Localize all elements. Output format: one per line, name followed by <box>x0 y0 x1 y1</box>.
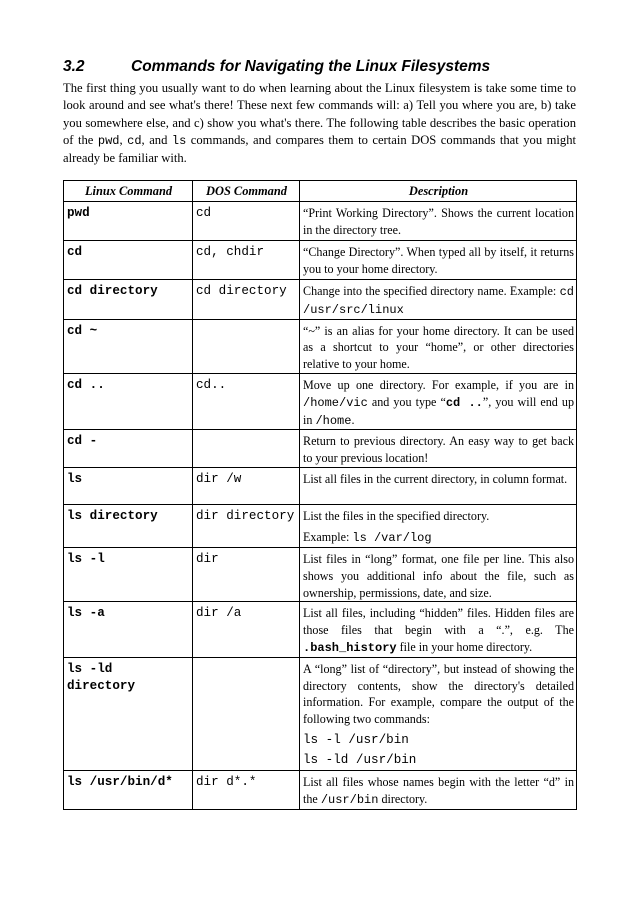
linux-command-cell: ls -l <box>64 547 193 601</box>
dos-command-cell <box>193 430 300 468</box>
description-text: List all files, including “hidden” files. Hidden files are those files that begin with a “.”, e.g. The <box>303 606 574 638</box>
linux-command-cell <box>64 657 193 770</box>
description-code: .bash_history <box>303 640 397 655</box>
linux-command-cell: cd directory <box>64 280 193 320</box>
header-linux-command: Linux Command <box>64 181 193 202</box>
linux-command-cell: cd - <box>64 430 193 468</box>
linux-command-cell: ls directory <box>64 504 193 547</box>
description-text: List the files in the specified directory. <box>303 508 490 523</box>
description-text: and you type “ <box>367 394 446 409</box>
table-row <box>64 504 577 547</box>
intro-text: commands, and compares them to certain DOS commands that you might already be familiar with. <box>63 132 577 166</box>
description-code: cd .. <box>445 395 483 410</box>
description-code: ls -ld /usr/bin <box>303 752 417 767</box>
section-number: 3.2 <box>63 58 85 75</box>
description-cell <box>300 504 577 547</box>
linux-command-cell: ls -a <box>64 602 193 657</box>
intro-text: The first thing you usually want to do when learning about the Linux filesystem is take some time to look around and see what's there! These next few commands will: a) Tell you where you are, b) take you somewhere else, and c) show you what's there. The following table describes the basic operation of the <box>63 81 576 147</box>
table-row <box>64 280 577 320</box>
table-row <box>64 657 577 770</box>
linux-command-cell: cd .. <box>64 373 193 429</box>
section-title: Commands for Navigating the Linux Filesystems <box>131 58 491 75</box>
table-row <box>64 467 577 504</box>
intro-text: , and <box>141 132 172 147</box>
description-cell <box>300 770 577 809</box>
table-row <box>64 430 577 468</box>
dos-command-cell <box>193 319 300 373</box>
dos-command-cell: cd <box>193 202 300 241</box>
description-cell: Return to previous directory. An easy way to get back to your previous location! <box>300 430 577 468</box>
dos-command-cell <box>193 657 300 770</box>
table-row <box>64 319 577 373</box>
description-text: Move up one directory. For example, if you are in <box>303 377 574 392</box>
header-description: Description <box>300 181 577 202</box>
description-cell: “Print Working Directory”. Shows the current location in the directory tree. <box>300 202 577 241</box>
description-text: Change into the specified directory name. Example: <box>303 284 560 298</box>
intro-paragraph <box>63 80 576 167</box>
description-cell: “~” is an alias for your home directory. It can be used as a shortcut to your “home”, or other directories relative to your home. <box>300 319 577 373</box>
example-line <box>303 529 574 547</box>
description-cell <box>300 280 577 320</box>
linux-command-line: ls -ld <box>67 661 113 676</box>
description-cell <box>300 657 577 770</box>
description-code: cd /usr/src/linux <box>303 285 574 317</box>
description-text: . <box>351 412 355 427</box>
linux-command-cell: pwd <box>64 202 193 241</box>
description-code: /home/vic <box>303 395 368 410</box>
linux-command-cell: cd <box>64 241 193 280</box>
dos-command-cell: cd directory <box>193 280 300 320</box>
table-row <box>64 770 577 809</box>
dos-command-cell: dir d*.* <box>193 770 300 809</box>
dos-command-cell: dir /a <box>193 602 300 657</box>
description-text: file in your home directory. <box>396 639 533 654</box>
description-code: /usr/bin <box>320 792 379 807</box>
table-row <box>64 202 577 241</box>
description-cell <box>300 602 577 657</box>
command-table <box>63 180 577 810</box>
description-code: ls /var/log <box>352 530 432 545</box>
linux-command-cell: ls <box>64 467 193 504</box>
table-row <box>64 602 577 657</box>
table-row <box>64 241 577 280</box>
description-text: directory. <box>378 791 428 806</box>
table-row <box>64 373 577 429</box>
header-dos-command: DOS Command <box>193 181 300 202</box>
description-cell <box>300 373 577 429</box>
intro-code-ls: ls <box>171 133 187 148</box>
table-row <box>64 547 577 601</box>
dos-command-cell: dir directory <box>193 504 300 547</box>
dos-command-cell: dir /w <box>193 467 300 504</box>
section-heading <box>63 58 576 80</box>
description-text: Example: <box>303 529 353 544</box>
linux-command-line: directory <box>67 678 136 693</box>
description-text: ”, you will end up in <box>303 394 574 427</box>
description-cell: “Change Directory”. When typed all by itself, it returns you to your home directory. <box>300 241 577 280</box>
linux-command-cell: ls /usr/bin/d* <box>64 770 193 809</box>
dos-command-cell: cd, chdir <box>193 241 300 280</box>
intro-code-cd: cd <box>127 133 142 148</box>
description-text: A “long” list of “directory”, but instead of showing the directory contents, show the directory's detailed information. For example, compare the output of the following two commands: <box>303 661 574 727</box>
dos-command-cell: dir <box>193 547 300 601</box>
linux-command-cell: cd ~ <box>64 319 193 373</box>
description-code: ls -l /usr/bin <box>303 732 409 747</box>
intro-text: , <box>119 132 128 147</box>
description-cell: List files in “long” format, one file per line. This also shows you additional info about the file, such as ownership, permissions, date, and size. <box>300 547 577 601</box>
table-header-row <box>64 181 577 202</box>
description-text: List all files whose names begin with the letter “d” in the <box>303 774 574 806</box>
description-cell: List all files in the current directory, in column format. <box>300 467 577 504</box>
description-code: /home <box>315 413 352 428</box>
dos-command-cell: cd.. <box>193 373 300 429</box>
intro-code-pwd: pwd <box>97 133 120 148</box>
